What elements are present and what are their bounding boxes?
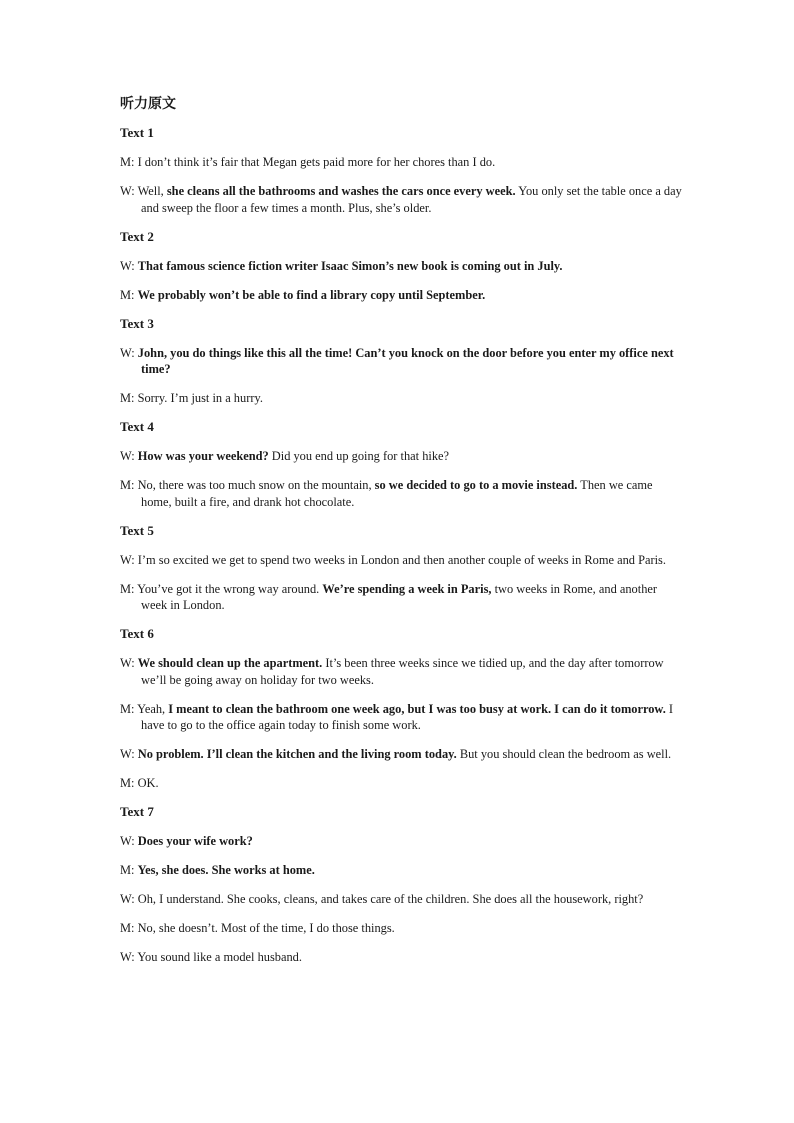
bold-segment: We should clean up the apartment. bbox=[137, 656, 323, 670]
speaker-label: M: bbox=[120, 701, 138, 716]
speaker-label: W: bbox=[120, 834, 138, 848]
speaker-label: W: bbox=[120, 184, 138, 198]
dialogue-line bbox=[120, 448, 682, 465]
dialogue-line bbox=[120, 258, 682, 275]
speaker-label: M: bbox=[120, 863, 138, 877]
speaker-label: W: bbox=[120, 892, 138, 906]
speaker-label: M: bbox=[120, 581, 138, 596]
dialogue-line bbox=[120, 581, 682, 614]
section-heading: Text 6 bbox=[120, 626, 154, 641]
bold-segment: Yes, she does. She works at home. bbox=[137, 863, 315, 877]
speaker-label: M: bbox=[120, 287, 138, 302]
section-heading: Text 7 bbox=[120, 804, 154, 819]
bold-segment: No problem. I’ll clean the kitchen and the living room today. bbox=[137, 747, 457, 761]
text-segment: Well, bbox=[137, 184, 167, 198]
text-segment: No, there was too much snow on the mountain, bbox=[137, 478, 375, 492]
dialogue-line bbox=[120, 154, 682, 171]
dialogue-line bbox=[120, 390, 682, 407]
text-segment: Sorry. I’m just in a hurry. bbox=[137, 391, 263, 405]
text-segment: Oh, I understand. She cooks, cleans, and takes care of the children. She does all the housework, right? bbox=[137, 892, 644, 906]
speaker-label: M: bbox=[120, 155, 138, 169]
dialogue-line bbox=[120, 701, 682, 734]
speaker-label: M: bbox=[120, 776, 138, 790]
bold-segment: That famous science fiction writer Isaac Simon’s new book is coming out in July. bbox=[137, 258, 563, 273]
speaker-label: M: bbox=[120, 921, 138, 935]
dialogue-line bbox=[120, 345, 682, 378]
section-heading: Text 2 bbox=[120, 228, 154, 244]
text-segment: I have to go to the office again today to finish some work. bbox=[141, 701, 674, 732]
dialogue-line bbox=[120, 746, 682, 763]
text-segment: Yeah, bbox=[137, 701, 169, 716]
page-title: 听力原文 bbox=[120, 96, 176, 112]
text-segment: I’m so excited we get to spend two weeks in London and then another couple of weeks in Rome and Paris. bbox=[137, 552, 666, 567]
document-body bbox=[120, 94, 682, 978]
text-segment: OK. bbox=[137, 776, 159, 790]
text-segment: You only set the table once a day and sweep the floor a few times a month. Plus, she’s older. bbox=[141, 184, 682, 215]
bold-segment: I meant to clean the bathroom one week ago, but I was too busy at work. I can do it tomorrow. bbox=[168, 701, 666, 716]
text-segment: Then we came home, built a fire, and drank hot chocolate. bbox=[141, 478, 653, 509]
bold-segment: so we decided to go to a movie instead. bbox=[374, 478, 578, 492]
text-segment: I don’t think it’s fair that Megan gets paid more for her chores than I do. bbox=[137, 155, 496, 169]
dialogue-line bbox=[120, 477, 682, 510]
dialogue-line bbox=[120, 552, 682, 569]
dialogue-line bbox=[120, 655, 682, 688]
bold-segment: Does your wife work? bbox=[137, 834, 253, 848]
text-segment: It’s been three weeks since we tidied up, and the day after tomorrow we’ll be going away on holiday for two weeks. bbox=[141, 656, 664, 687]
transcript-sections bbox=[120, 125, 682, 966]
text-segment: two weeks in Rome, and another week in London. bbox=[141, 581, 658, 612]
bold-segment: We’re spending a week in Paris, bbox=[322, 581, 492, 596]
speaker-label: W: bbox=[120, 656, 138, 670]
text-segment: You’ve got it the wrong way around. bbox=[137, 581, 323, 596]
section-heading: Text 1 bbox=[120, 125, 154, 140]
speaker-label: W: bbox=[120, 950, 138, 964]
speaker-label: W: bbox=[120, 449, 138, 463]
text-segment: But you should clean the bedroom as well. bbox=[456, 747, 672, 761]
section-heading: Text 3 bbox=[120, 315, 154, 331]
speaker-label: W: bbox=[120, 258, 138, 273]
dialogue-line bbox=[120, 862, 682, 879]
bold-segment: How was your weekend? bbox=[137, 449, 269, 463]
text-segment: No, she doesn’t. Most of the time, I do those things. bbox=[137, 921, 395, 935]
dialogue-line bbox=[120, 287, 682, 304]
bold-segment: John, you do things like this all the time! Can’t you knock on the door before you enter my office next time? bbox=[137, 345, 674, 376]
speaker-label: M: bbox=[120, 478, 138, 492]
speaker-label: W: bbox=[120, 552, 138, 567]
bold-segment: We probably won’t be able to find a library copy until September. bbox=[137, 287, 486, 302]
dialogue-line bbox=[120, 775, 682, 792]
dialogue-line bbox=[120, 920, 682, 937]
speaker-label: M: bbox=[120, 391, 138, 405]
text-segment: You sound like a model husband. bbox=[137, 950, 302, 964]
speaker-label: W: bbox=[120, 747, 138, 761]
dialogue-line bbox=[120, 833, 682, 850]
section-heading: Text 4 bbox=[120, 419, 154, 434]
dialogue-line bbox=[120, 891, 682, 908]
dialogue-line bbox=[120, 949, 682, 966]
text-segment: Did you end up going for that hike? bbox=[268, 449, 450, 463]
dialogue-line bbox=[120, 183, 682, 216]
bold-segment: she cleans all the bathrooms and washes the cars once every week. bbox=[166, 184, 516, 198]
section-heading: Text 5 bbox=[120, 522, 154, 538]
speaker-label: W: bbox=[120, 345, 138, 360]
